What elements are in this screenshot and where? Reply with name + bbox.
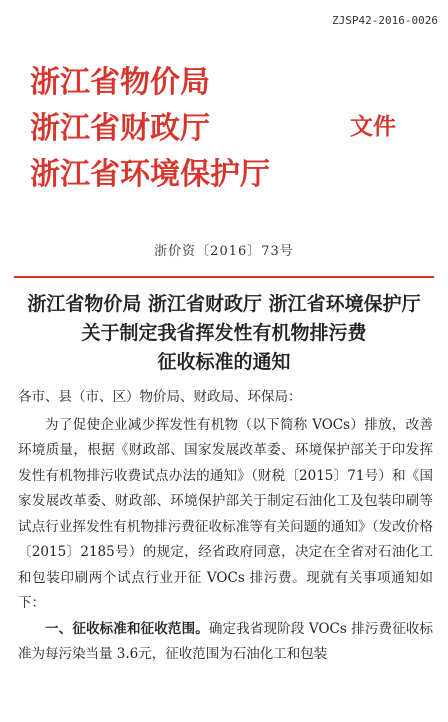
salutation: 各市、县（市、区）物价局、财政局、环保局： bbox=[18, 389, 302, 405]
red-divider bbox=[14, 276, 434, 278]
document-number: 浙价资〔2016〕73号 bbox=[154, 244, 294, 259]
issuer-price-bureau: 浙江省物价局 bbox=[30, 65, 210, 100]
issuer-line-1 bbox=[30, 60, 430, 106]
paragraph-intro: 为了促使企业减少挥发性有机物（以下简称 VOCs）排放，改善环境质量，根据《财政部、国家发展改革委、环境保护部关于印发挥发性有机物排污收费试点办法的通知》（财税〔2015〕71号）和《国家发展改革委、财政部、环境保护部关于制定石油化工及包装印刷等试点行业挥发性有机物排污费征收标准等有关问题的通知》（发改价格〔2015〕2185号）的规定，经省政府同意，决定在全省对石油化工和包装印刷两个试点行业开征 VOCs 排污费。现就有关事项通知如下： bbox=[18, 416, 433, 611]
title-line-1: 浙江省物价局 浙江省财政厅 浙江省环境保护厅 bbox=[27, 293, 421, 315]
document-code: ZJSP42-2016-0026 bbox=[332, 14, 438, 27]
document-title bbox=[0, 290, 448, 377]
issuer-suffix: 文件 bbox=[350, 113, 396, 140]
paragraph-section-1 bbox=[18, 617, 433, 668]
section-1-heading: 一、征收标准和征收范围。 bbox=[45, 620, 209, 637]
title-line-2: 关于制定我省挥发性有机物排污费 bbox=[81, 322, 367, 344]
issuer-environment-department: 浙江省环境保护厅 bbox=[30, 157, 270, 192]
title-line-3: 征收标准的通知 bbox=[157, 351, 291, 373]
section-1-text: 确定我省现阶段 VOCs 排污费征收标准为每污染当量 3.6元，征收范围为石油化工和包装 bbox=[18, 620, 434, 662]
document-body bbox=[18, 385, 433, 668]
issuer-line-3 bbox=[30, 152, 430, 198]
issuer-finance-department: 浙江省财政厅 bbox=[30, 111, 210, 146]
